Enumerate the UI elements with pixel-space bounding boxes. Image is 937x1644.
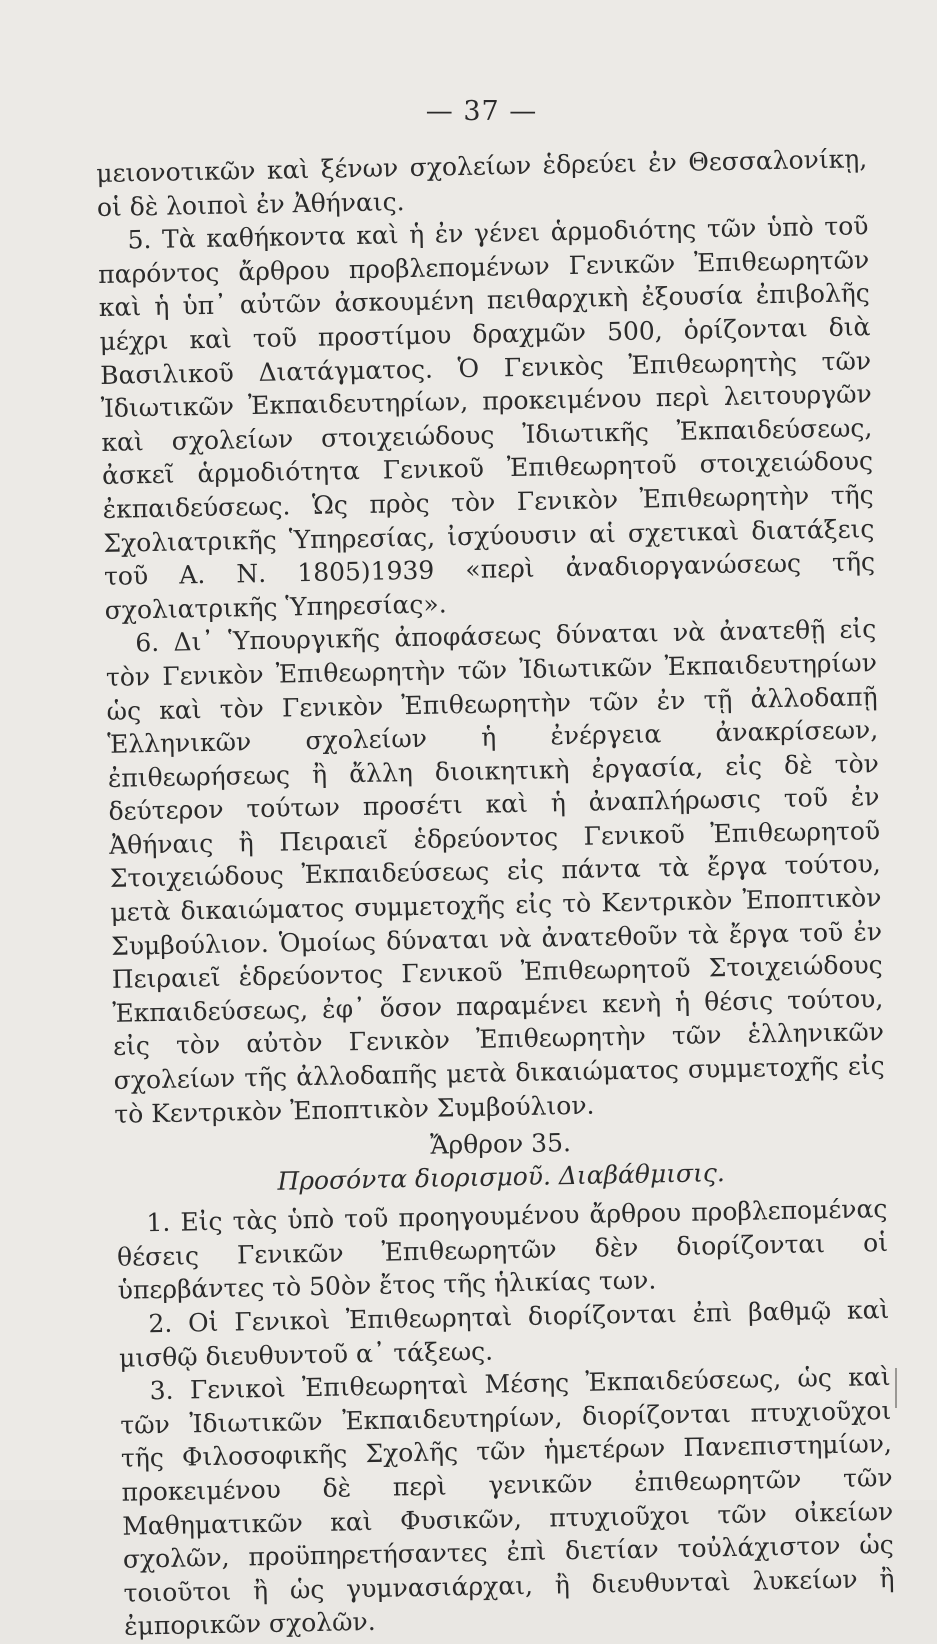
article-title: Ἄρθρον 35.	[429, 1128, 572, 1160]
margin-mark	[895, 1368, 897, 1408]
page-text	[96, 142, 895, 1643]
paragraph-continuation: μειονοτικῶν καὶ ξένων σχολείων ἑδρεύει ἐν Θεσσαλονίκῃ, οἱ δὲ λοιποὶ ἐν Ἀθήναις.	[96, 144, 868, 222]
page-number: — 37 —	[425, 96, 538, 127]
paragraph-6: 6. Δι᾽ Ὑπουργικῆς ἀποφάσεως δύναται νὰ ἀνατεθῇ εἰς τὸν Γενικὸν Ἐπιθεωρητὴν τῶν Ἰδιωτικῶν Ἐκπαιδευτηρίων ὡς καὶ τὸν Γενικὸν Ἐπιθεωρητὴν τῶν ἐν τῇ ἀλλοδαπῇ Ἑλληνικῶν σχολείων ἡ ἐνέργεια ἀνακρίσεων, ἐπιθεωρήσεως ἢ ἄλλη διοικητικὴ ἐργασία, εἰς δὲ τὸν δεύτερον τούτων προσέτι καὶ ἡ ἀναπλήρωσις τοῦ ἐν Ἀθήναις ἢ Πειραιεῖ ἑδρεύοντος Γενικοῦ Ἐπιθεωρητοῦ Στοιχειώδους Ἐκπαιδεύσεως εἰς πάντα τὰ ἔργα τούτου, μετὰ δικαιώματος συμμετοχῆς εἰς τὸ Κεντρικὸν Ἐποπτικὸν Συμβούλιον. Ὁμοίως δύναται νὰ ἀνατεθοῦν τὰ ἔργα τοῦ ἐν Πειραιεῖ ἑδρεύοντος Γενικοῦ Ἐπιθεωρητοῦ Στοιχειώδους Ἐκπαιδεύσεως, ἐφ᾽ ὅσον παραμένει κενὴ ἡ θέσις τούτου, εἰς τὸν αὐτὸν Γενικὸν Ἐπιθεωρητὴν τῶν ἑλληνικῶν σχολείων τῆς ἀλλοδαπῆς μετὰ δικαιώματος συμμετοχῆς εἰς τὸ Κεντρικὸν Ἐποπτικὸν Συμβούλιον.	[105, 614, 885, 1129]
paragraph-5: 5. Τὰ καθήκοντα καὶ ἡ ἐν γένει ἁρμοδιότης τῶν ὑπὸ τοῦ παρόντος ἄρθρου προβλεπομένων Γενικῶν Ἐπιθεωρητῶν καὶ ἡ ὑπ᾽ αὐτῶν ἀσκουμένη πειθαρχικὴ ἐξουσία ἐπιβολῆς μέχρι καὶ τοῦ προστίμου δραχμῶν 500, ὁρίζονται διὰ Βασιλικοῦ Διατάγματος. Ὁ Γενικὸς Ἐπιθεωρητὴς τῶν Ἰδιωτικῶν Ἐκπαιδευτηρίων, προκειμένου περὶ λειτουργῶν καὶ σχολείων στοιχειώδους Ἰδιωτικῆς Ἐκπαιδεύσεως, ἀσκεῖ ἁρμοδιότητα Γενικοῦ Ἐπιθεωρητοῦ στοιχειώδους ἐκπαιδεύσεως. Ὡς πρὸς τὸν Γενικὸν Ἐπιθεωρητὴν τῆς Σχολιατρικῆς Ὑπηρεσίας, ἰσχύουσιν αἱ σχετικαὶ διατάξεις τοῦ Α. Ν. 1805)1939 «περὶ ἀναδιοργανώσεως τῆς σχολιατρικῆς Ὑπηρεσίας».	[97, 211, 876, 625]
item-2: 2. Οἱ Γενικοὶ Ἐπιθεωρηταὶ διορίζονται ἐπὶ βαθμῷ καὶ μισθῷ διευθυντοῦ α᾽ τάξεως.	[118, 1294, 890, 1373]
article-subtitle: Προσόντα διορισμοῦ. Διαβάθμισις.	[277, 1158, 726, 1196]
item-1: 1. Εἰς τὰς ὑπὸ τοῦ προηγουμένου ἄρθρου προβλεπομένας θέσεις Γενικῶν Ἐπιθεωρητῶν δὲν διορίζονται οἱ ὑπερβάντες τὸ 50ὸν ἔτος τῆς ἡλικίας των.	[116, 1194, 889, 1306]
item-3: 3. Γενικοὶ Ἐπιθεωρηταὶ Μέσης Ἐκπαιδεύσεως, ὡς καὶ τῶν Ἰδιωτικῶν Ἐκπαιδευτηρίων, διορίζονται πτυχιοῦχοι τῆς Φιλοσοφικῆς Σχολῆς τῶν ἡμετέρων Πανεπιστημίων, προκειμένου δὲ περὶ γενικῶν ἐπιθεωρητῶν τῶν Μαθηματικῶν καὶ Φυσικῶν, πτυχιοῦχοι τῶν οἰκείων σχολῶν, προϋπηρετήσαντες ἐπὶ διετίαν τοὐλάχιστον ὡς τοιοῦτοι ἢ ὡς γυμνασιάρχαι, ἢ διευθυνταὶ λυκείων ἢ ἐμπορικῶν σχολῶν.	[120, 1362, 895, 1642]
